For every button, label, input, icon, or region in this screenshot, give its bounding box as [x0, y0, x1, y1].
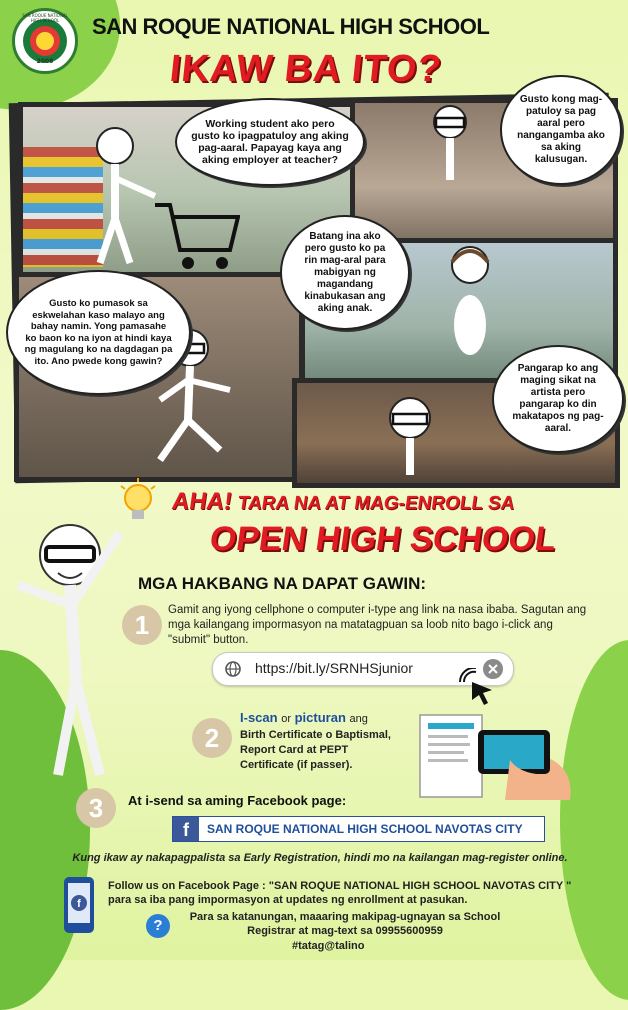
aha-line-1 — [170, 488, 517, 516]
step-3-badge: 3 — [76, 788, 116, 828]
stick-figure-sick — [410, 100, 490, 190]
scan-document-phone-graphic — [400, 705, 580, 805]
open-high-school-title: OPEN HIGH SCHOOL — [207, 520, 559, 558]
early-registration-note: Kung ikaw ay nakapagpalista sa Early Registration, hindi mo na kailangan mag-register online. — [72, 852, 568, 864]
hashtag: #tatag@talino — [292, 940, 365, 952]
aha-enroll-text: TARA NA AT MAG-ENROLL SA — [236, 493, 516, 514]
seal-year: 2008 — [36, 58, 54, 65]
speech-bubble-health: Gusto kong mag-patuloy sa pag aaral pero nangangamba ako sa aking kalusugan. — [500, 75, 622, 185]
seal-text: SAN ROQUE NATIONAL HIGH SCHOOL — [22, 13, 68, 23]
school-seal — [12, 8, 78, 74]
cart-icon — [150, 195, 240, 275]
school-name: SAN ROQUE NATIONAL HIGH SCHOOL — [92, 14, 490, 39]
aha-word: AHA! — [170, 488, 234, 515]
step-3-text: At i-send sa aming Facebook page: — [128, 793, 347, 808]
follow-facebook-text: Follow us on Facebook Page : "SAN ROQUE NATIONAL HIGH SCHOOL NAVOTAS CITY " para sa iba pang impormasyon at updates ng enrollment at pasukan. — [108, 880, 572, 906]
stick-figure-artist — [375, 390, 445, 475]
step-2-title — [240, 710, 368, 725]
question-icon: ? — [146, 914, 170, 938]
facebook-page-link[interactable] — [172, 816, 545, 842]
svg-text:f: f — [77, 898, 81, 910]
ang-word: ang — [349, 713, 368, 725]
contact-text: Para sa katanungan, maaaring makipag-ugnayan sa School Registrar at mag-text sa 09955600959 — [189, 911, 501, 937]
speech-bubble-working-student: Working student ako pero gusto ko ipagpatuloy ang aking pag-aaral. Papayag kaya ang aking employer at teacher? — [175, 98, 365, 186]
scan-word: I-scan — [240, 710, 278, 725]
step-2-text: Birth Certificate o Baptismal, Report Card at PEPT Certificate (if passer). — [240, 729, 391, 771]
globe-icon — [225, 661, 241, 677]
step-1-badge: 1 — [122, 605, 162, 645]
stick-figure-mother — [430, 240, 510, 375]
url-text: https://bit.ly/SRNHSjunior — [255, 660, 413, 676]
speech-bubble-far-school: Gusto ko pumasok sa eskwelahan kaso malayo ang bahay namin. Yong pamasahe ko baon ko na iyon at hindi kaya ng magulang ko na dagdagan pa ito. Ano pwede kong gawin? — [6, 270, 191, 395]
green-corner-bottom-right — [560, 640, 628, 1000]
steps-heading: MGA HAKBANG NA DAPAT GAWIN: — [138, 574, 427, 593]
step-1-text: Gamit ang iyong cellphone o computer i-type ang link na nasa ibaba. Sagutan ang mga kailangang impormasyon na matatagpuan sa loob nito bago i-click ang "submit" button. — [168, 604, 587, 646]
headline: IKAW BA ITO? — [167, 48, 444, 90]
cursor-click-icon — [458, 668, 498, 708]
facebook-page-name: SAN ROQUE NATIONAL HIGH SCHOOL NAVOTAS CITY — [207, 822, 523, 836]
stick-figure-pointing — [8, 505, 138, 785]
speech-bubble-artist: Pangarap ko ang maging sikat na artista pero pangarap ko din makatapos ng pag-aaral. — [492, 345, 624, 453]
speech-bubble-young-mother: Batang ina ako pero gusto ko pa rin mag-aral para mabigyan ng magandang kinabukasan ang aking anak. — [280, 215, 410, 330]
or-word: or — [281, 713, 291, 725]
phone-facebook-icon — [60, 875, 98, 935]
facebook-icon: f — [173, 817, 199, 841]
picturan-word: picturan — [294, 710, 346, 725]
step-2-badge: 2 — [192, 718, 232, 758]
